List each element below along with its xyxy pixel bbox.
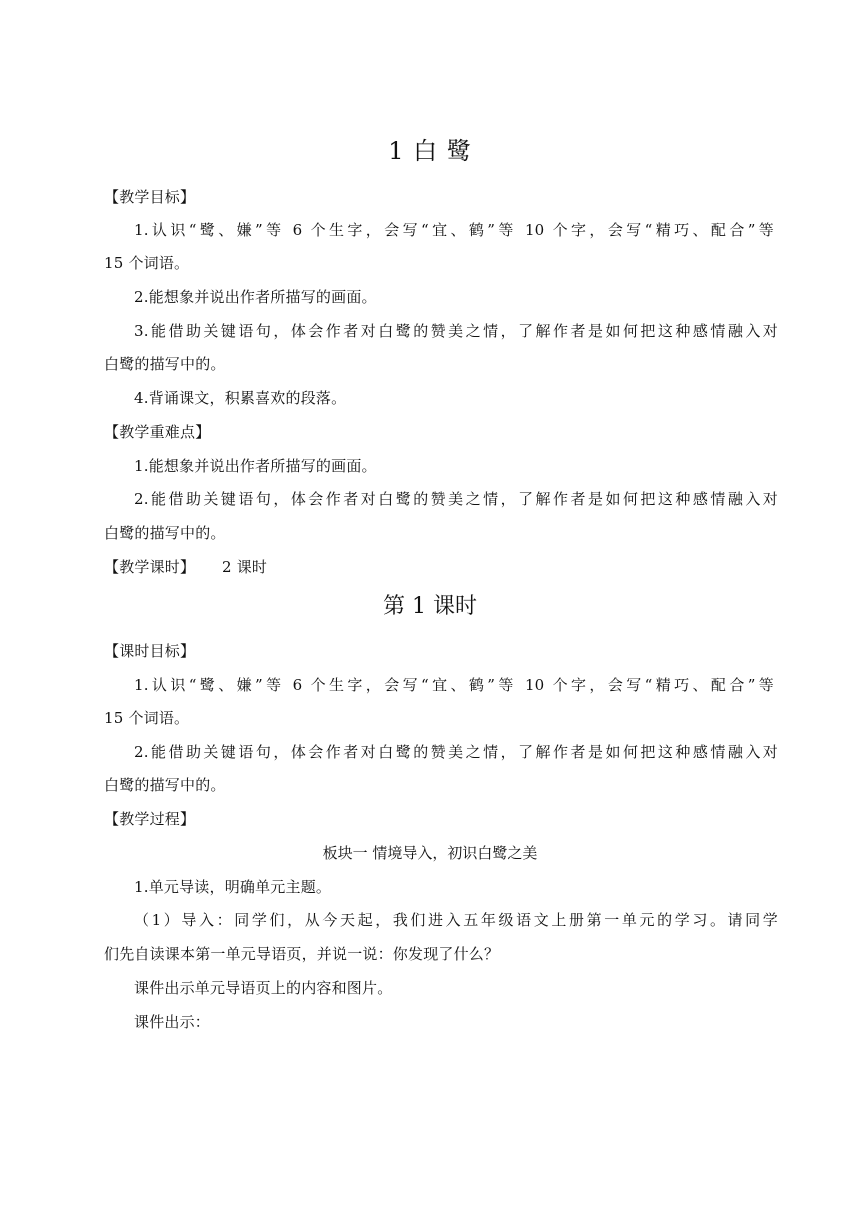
courseware-show: 课件出示： <box>134 1013 211 1031</box>
period-objectives-heading: 【课时目标】 <box>104 642 196 660</box>
objective-2: 2.能想象并说出作者所描写的画面。 <box>134 288 377 306</box>
courseware-note: 课件出示单元导语页上的内容和图片。 <box>134 979 393 997</box>
step-1: 1.单元导读，明确单元主题。 <box>134 878 332 896</box>
objective-3-line-2: 白鹭的描写中的。 <box>104 355 226 373</box>
lesson-1-title: 第 1 课时 <box>383 594 477 619</box>
objective-1-line-2: 15 个词语。 <box>104 254 190 272</box>
objective-4: 4.背诵课文，积累喜欢的段落。 <box>134 389 347 407</box>
period-objective-2-line-1: 2.能借助关键语句，体会作者对白鹭的赞美之情，了解作者是如何把这种感情融入对 <box>134 743 778 761</box>
teaching-periods-heading: 【教学课时】 <box>104 558 196 576</box>
teaching-objectives-heading: 【教学目标】 <box>104 188 196 206</box>
key-point-1: 1.能想象并说出作者所描写的画面。 <box>134 457 377 475</box>
period-objective-1-line-2: 15 个词语。 <box>104 709 190 727</box>
block-1-title: 板块一 情境导入，初识白鹭之美 <box>322 844 538 862</box>
objective-1-line-1: 1.认识“鹭、嫌”等 6 个生字，会写“宜、鹤”等 10 个字，会写“精巧、配合”等 <box>134 221 774 239</box>
key-point-2-line-2: 白鹭的描写中的。 <box>104 524 226 542</box>
teaching-periods-value: 2 课时 <box>222 558 268 576</box>
key-point-2-line-1: 2.能借助关键语句，体会作者对白鹭的赞美之情，了解作者是如何把这种感情融入对 <box>134 490 778 508</box>
teaching-process-heading: 【教学过程】 <box>104 810 196 828</box>
step-1-sub-1-line-1: （1）导入：同学们，从今天起，我们进入五年级语文上册第一单元的学习。请同学 <box>134 911 778 929</box>
key-points-heading: 【教学重难点】 <box>104 423 211 441</box>
lesson-title: 1 白 鹭 <box>388 137 472 165</box>
step-1-sub-1-line-2: 们先自读课本第一单元导语页，并说一说：你发现了什么？ <box>104 945 500 963</box>
objective-3-line-1: 3.能借助关键语句，体会作者对白鹭的赞美之情，了解作者是如何把这种感情融入对 <box>134 322 778 340</box>
period-objective-1-line-1: 1.认识“鹭、嫌”等 6 个生字，会写“宜、鹤”等 10 个字，会写“精巧、配合”等 <box>134 676 774 694</box>
period-objective-2-line-2: 白鹭的描写中的。 <box>104 776 226 794</box>
